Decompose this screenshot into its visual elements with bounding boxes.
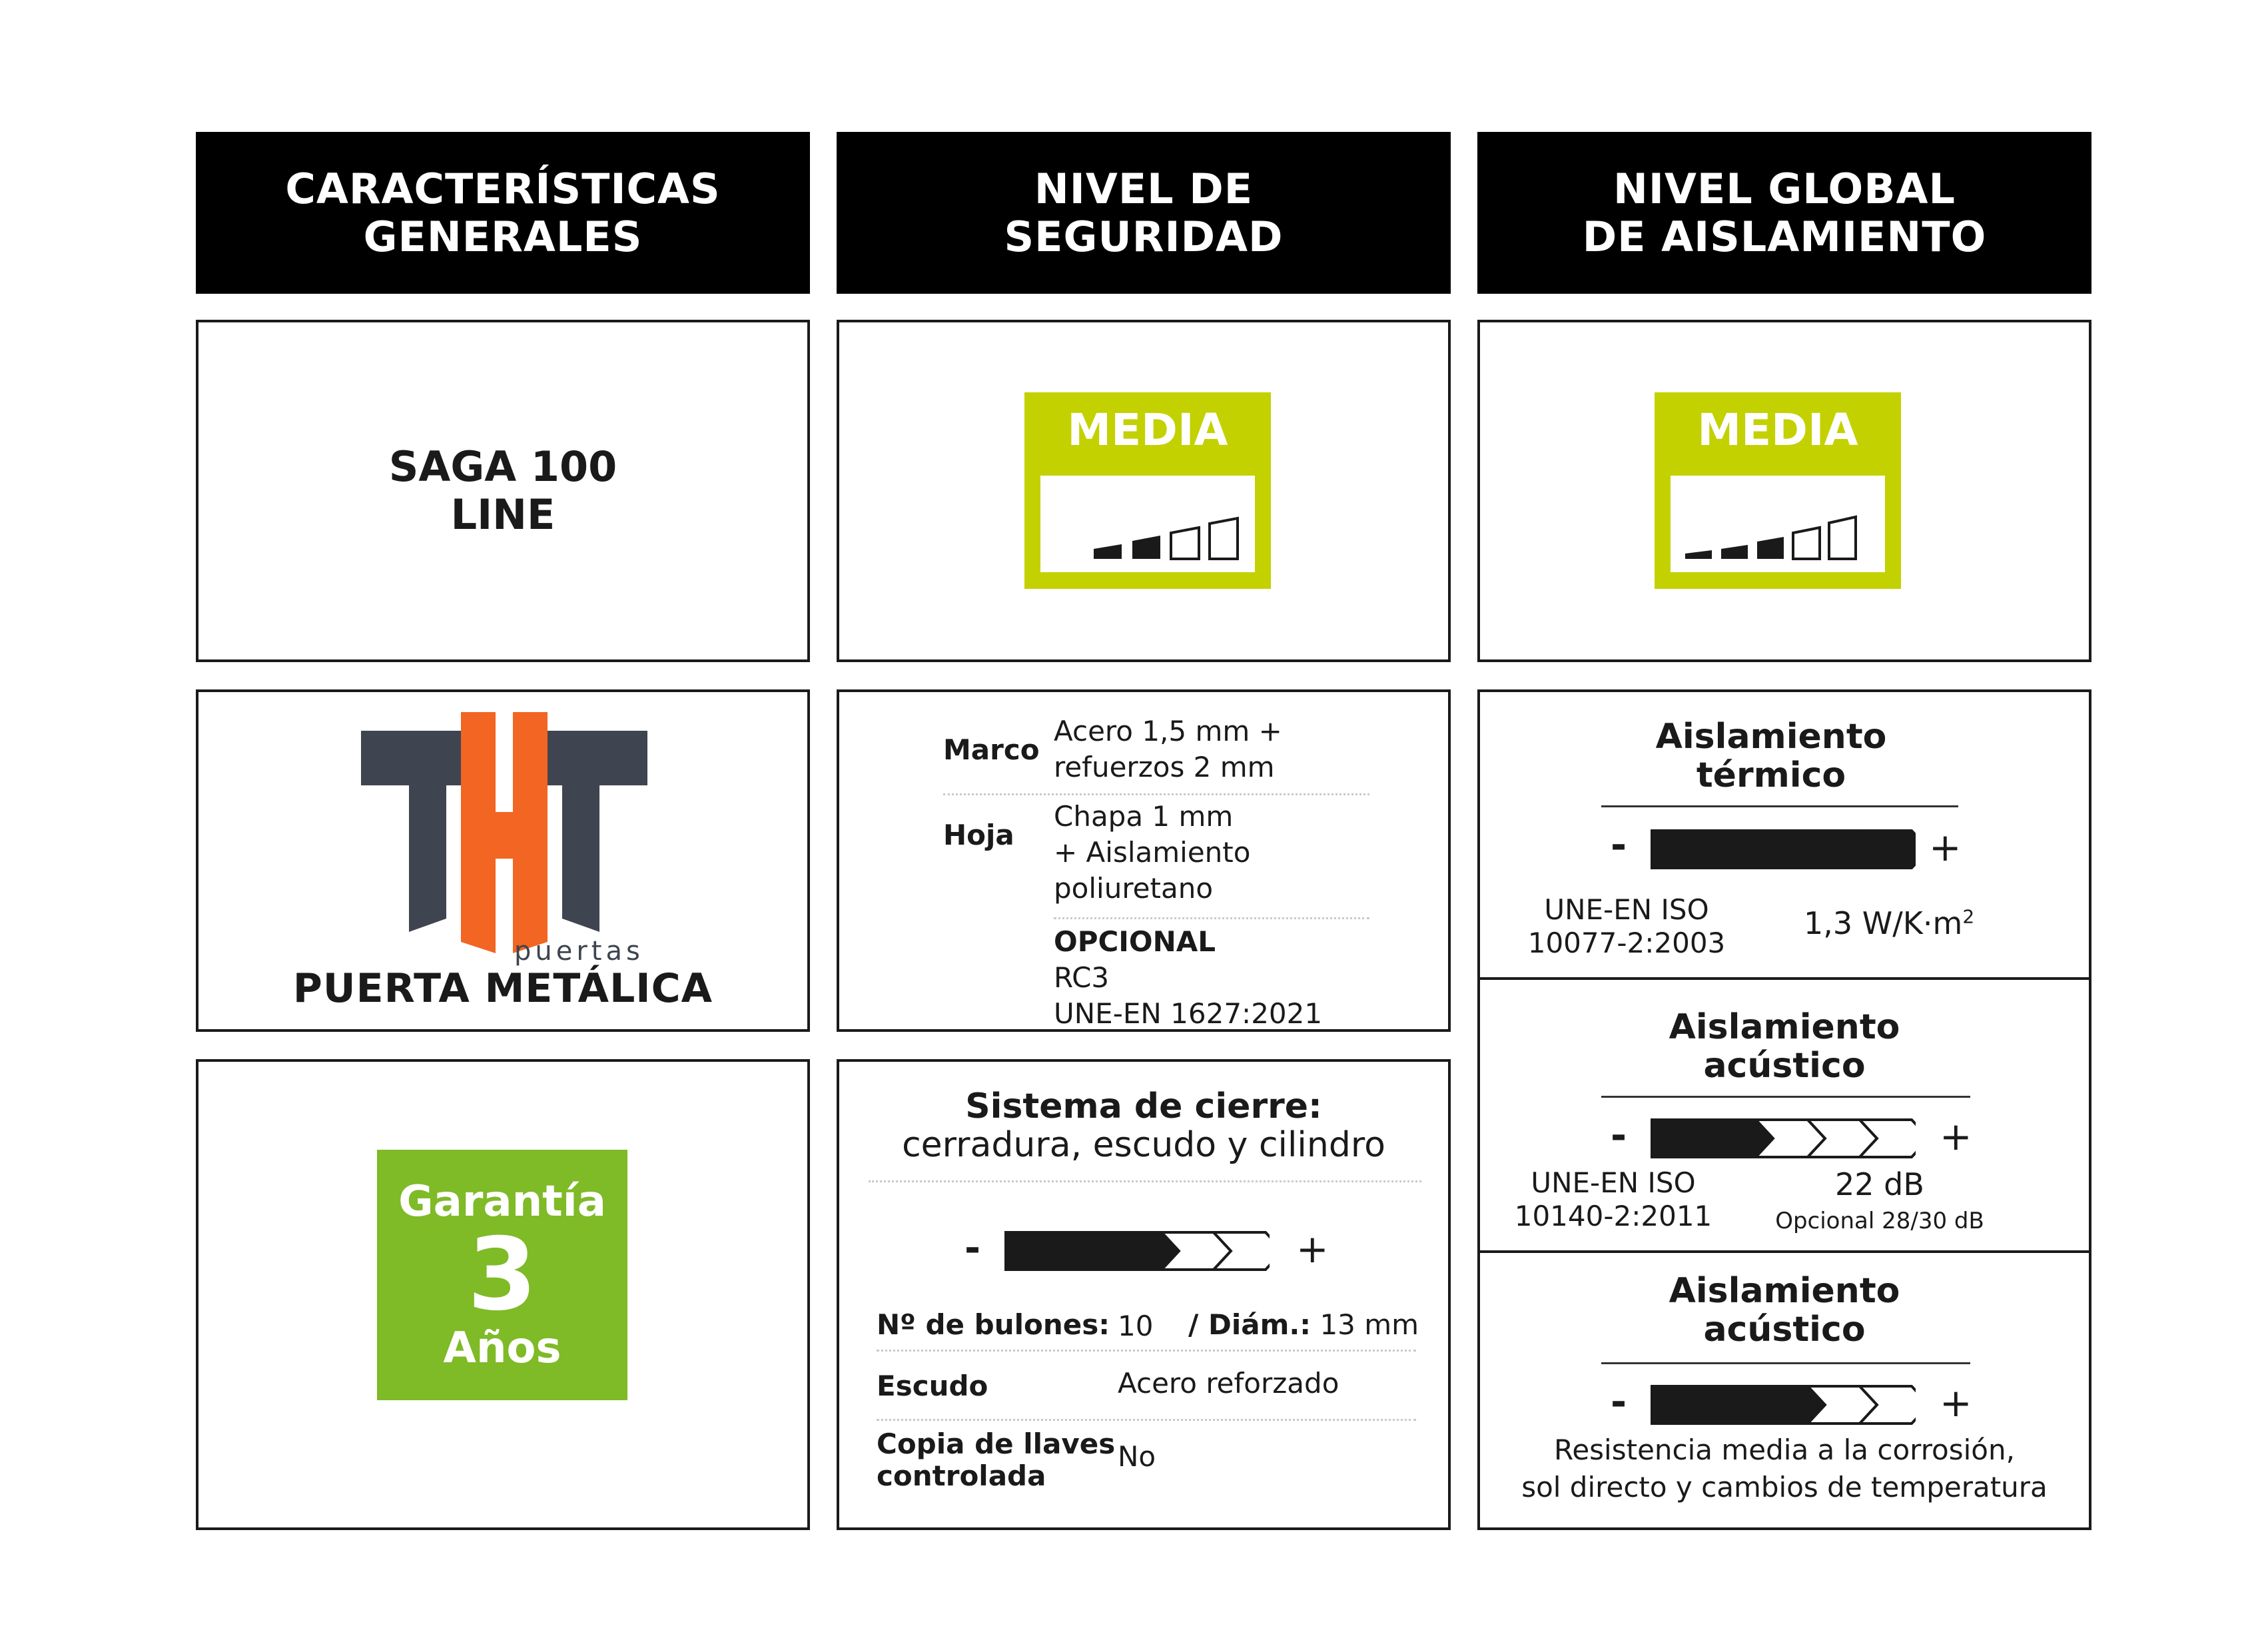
insulation-bars-icon — [1671, 476, 1885, 572]
thermal-title — [1467, 717, 2075, 795]
header-insulation-line2: DE AISLAMIENTO — [1582, 212, 1987, 261]
weather-title-line1: Aislamiento — [1669, 1271, 1900, 1311]
weather-minus: - — [1611, 1379, 1627, 1424]
acoustic-rating — [1649, 1112, 1916, 1165]
weather-description-line1: Resistencia media a la corrosión, — [1554, 1434, 2015, 1466]
acoustic-rule — [1601, 1096, 1970, 1098]
weather-chevrons-icon — [1649, 1378, 1916, 1432]
model-box — [196, 320, 810, 662]
model-line2: LINE — [450, 490, 556, 539]
warranty-box — [196, 1059, 810, 1530]
acoustic-optional: Opcional 28/30 dB — [1775, 1208, 1984, 1234]
thermal-title-line1: Aislamiento — [1655, 717, 1887, 757]
acoustic-title-line2: acústico — [1703, 1046, 1866, 1086]
model-line1: SAGA 100 — [388, 442, 617, 491]
weather-plus: + — [1940, 1380, 1972, 1426]
escudo-value: Acero reforzado — [1118, 1367, 1339, 1400]
closure-subtitle: cerradura, escudo y cilindro — [902, 1125, 1385, 1165]
hoja-label: Hoja — [943, 819, 1014, 851]
acoustic-norm-line1: UNE-EN ISO — [1531, 1166, 1696, 1199]
closure-heading — [839, 1087, 1448, 1164]
acoustic-title-line1: Aislamiento — [1669, 1007, 1900, 1047]
acoustic-chevrons-icon — [1649, 1112, 1916, 1165]
header-security-line1: NIVEL DE — [1034, 164, 1254, 213]
marco-label: Marco — [943, 733, 1040, 766]
thermal-plus: + — [1929, 825, 1962, 870]
header-insulation-line1: NIVEL GLOBAL — [1613, 164, 1956, 213]
insulation-level-badge — [1655, 392, 1901, 589]
closure-plus: + — [1296, 1226, 1329, 1272]
insulation-level-label: MEDIA — [1697, 404, 1858, 456]
brand-box — [196, 689, 810, 1032]
thermal-value-sup: 2 — [1962, 905, 1975, 928]
hoja-value-line3: poliuretano — [1054, 872, 1214, 905]
weather-rating — [1649, 1378, 1916, 1432]
warranty-line2: Años — [443, 1324, 562, 1373]
acoustic-title — [1480, 1008, 2089, 1085]
tht-logo-icon — [361, 712, 647, 972]
acoustic-minus: - — [1611, 1112, 1627, 1158]
marco-value — [1054, 713, 1282, 785]
hoja-value-line2: + Aislamiento — [1054, 836, 1251, 869]
marco-value-line1: Acero 1,5 mm + — [1054, 715, 1282, 747]
copia-label — [877, 1428, 1115, 1492]
closure-rating — [1003, 1224, 1270, 1278]
warranty-badge — [377, 1150, 627, 1400]
security-box — [837, 320, 1451, 662]
insulation-level-meter — [1671, 476, 1885, 572]
opcional-value-line2: UNE-EN 1627:2021 — [1054, 997, 1323, 1030]
thermal-rule — [1601, 805, 1958, 807]
acoustic-plus: + — [1940, 1114, 1972, 1159]
specs-box — [837, 689, 1451, 1032]
acoustic-value: 22 dB — [1835, 1166, 1924, 1202]
closure-minus: - — [964, 1225, 981, 1270]
closure-divider-1 — [869, 1180, 1421, 1182]
escudo-label: Escudo — [877, 1370, 988, 1402]
closure-box — [837, 1059, 1451, 1530]
weather-rule — [1601, 1362, 1970, 1364]
closure-divider-3 — [877, 1419, 1416, 1421]
bulones-value: 10 — [1118, 1310, 1154, 1342]
header-insulation — [1477, 132, 2091, 294]
security-bars-icon — [1040, 476, 1255, 572]
header-general-line2: GENERALES — [363, 212, 643, 261]
header-security — [837, 132, 1451, 294]
thermal-rating — [1649, 823, 1916, 876]
insulation-box — [1477, 320, 2091, 662]
header-general-line1: CARACTERÍSTICAS — [285, 164, 721, 213]
weather-title-line2: acústico — [1703, 1310, 1866, 1350]
security-level-badge — [1024, 392, 1271, 589]
hoja-value — [1054, 799, 1250, 907]
detail-divider-2 — [1480, 1250, 2089, 1253]
copia-label-line1: Copia de llaves — [877, 1428, 1116, 1460]
specs-divider-2 — [1054, 917, 1369, 919]
thermal-value — [1804, 905, 1974, 941]
warranty-number: 3 — [467, 1217, 538, 1333]
diam-block — [1188, 1308, 1419, 1341]
thermal-title-line2: térmico — [1696, 755, 1846, 795]
product-type: PUERTA METÁLICA — [292, 965, 713, 1012]
marco-value-line2: refuerzos 2 mm — [1054, 751, 1275, 783]
header-security-line2: SEGURIDAD — [1004, 212, 1284, 261]
specs-divider-1 — [943, 793, 1369, 795]
acoustic-norm — [1513, 1166, 1713, 1233]
thermal-chevrons-icon — [1649, 823, 1916, 876]
thermal-norm-line2: 10077-2:2003 — [1527, 927, 1726, 959]
model-name — [389, 443, 617, 539]
security-level-label: MEDIA — [1067, 404, 1228, 456]
acoustic-norm-line2: 10140-2:2011 — [1514, 1200, 1712, 1232]
logo-puertas-text: puertas — [514, 936, 644, 967]
opcional-value-line1: RC3 — [1054, 961, 1110, 994]
warranty-line1: Garantía — [398, 1177, 606, 1226]
thermal-norm — [1527, 893, 1726, 960]
hoja-value-line1: Chapa 1 mm — [1054, 800, 1234, 833]
thermal-value-text: 1,3 W/K·m — [1804, 905, 1963, 941]
bulones-label: Nº de bulones: — [877, 1308, 1110, 1341]
copia-label-line2: controlada — [877, 1459, 1046, 1492]
weather-description — [1480, 1432, 2089, 1506]
diam-value: 13 mm — [1320, 1308, 1419, 1341]
header-general — [196, 132, 810, 294]
security-level-meter — [1040, 476, 1255, 572]
closure-title: Sistema de cierre: — [965, 1086, 1322, 1126]
detail-divider-1 — [1480, 977, 2089, 980]
insulation-detail-box — [1477, 689, 2091, 1530]
copia-value: No — [1118, 1440, 1156, 1473]
closure-chevrons-icon — [1003, 1224, 1270, 1278]
weather-title — [1480, 1272, 2089, 1349]
closure-divider-2 — [877, 1350, 1416, 1352]
weather-description-line2: sol directo y cambios de temperatura — [1521, 1471, 2048, 1503]
opcional-block — [1054, 924, 1322, 1032]
diam-label: / Diám.: — [1188, 1308, 1312, 1341]
thermal-norm-line1: UNE-EN ISO — [1544, 893, 1709, 926]
thermal-minus: - — [1611, 822, 1627, 867]
opcional-label: OPCIONAL — [1054, 925, 1216, 958]
